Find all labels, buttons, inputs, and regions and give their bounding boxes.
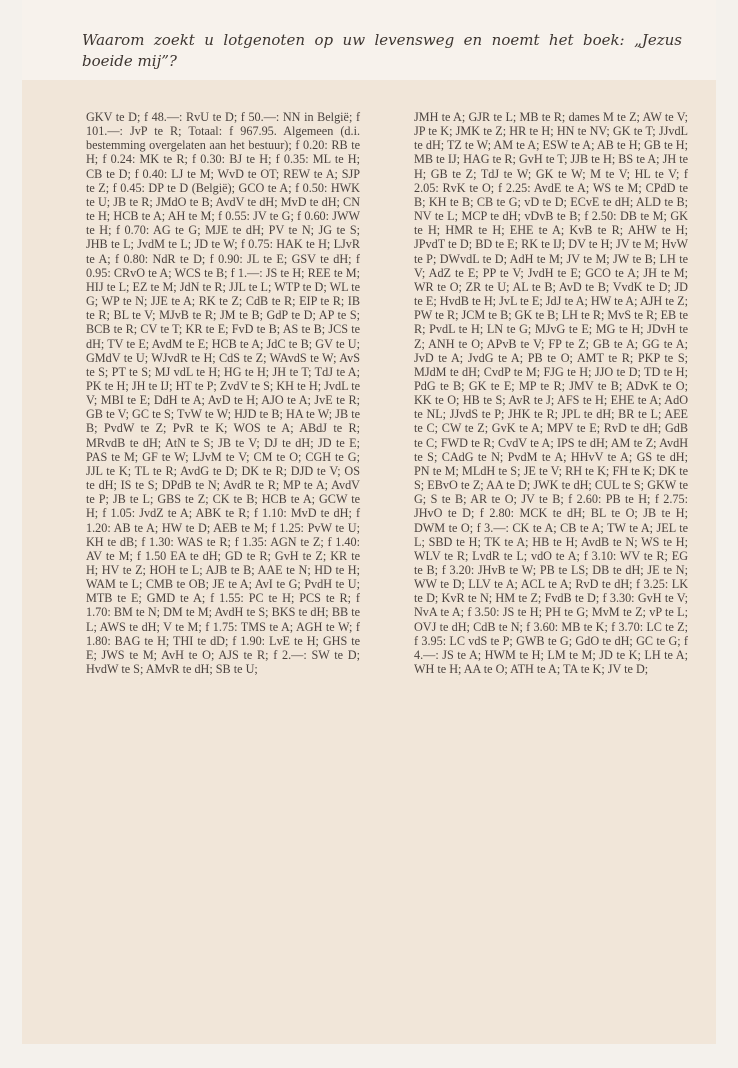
column-text-right: JMH te A; GJR te L; MB te R; dames M te Z; AW te V; JP te K; JMK te Z; HR te H; HN te NV; GK te T; JJvdL te dH; TZ te W; AM te A; ESW te A; AB te H; GB te H; MB te IJ; HAG te R; GvH te T; JJB te H; BS te A; JH te H; GB te Z; TdJ te W; GK te W; M te V; HL te V; f 2.05: RvK te O; f 2.25: AvdE te A; WS te M; CPdD te B; KH te B; CB te G; vD te D; ECvE te dH; ALD te B; NV te L; MCP te dH; vDvB te B; f 2.50: DB te M; GK te H; HMR te H; EHE te A; KvB te R; AHW te H; JPvdT te D; BD te E; RK te IJ; DV te H; JV te M; HvW te P; DWvdL te D; AdH te M; JV te M; JW te B; LH te V; AdZ te E; PP te V; JvdH te E; GCO te A; JH te M; WR te O; ZR te U; AL te B; AvD te B; VvdK te D; JD te E; HvdB te H; JvL te E; JdJ te A; HW te A; AJH te Z; PW te R; JCM te B; GK te B; LH te R; MvS te R; EB te R; PvdL te H; LN te G; MJvG te E; MG te H; JDvH te Z; ANH te O; APvB te V; FP te Z; GB te A; GG te A; JvD te A; JvdG te A; PB te O; AMT te R; PKP te S; MJdM te dH; CvdP te M; FJG te H; JJO te D; TD te H; PdG te B; GK te E; MP te R; JMV te B; ADvK te O; KK te O; HB te S; AvR te J; AFS te H; EHE te A; AdO te NL; JJvdS te P; JHK te R; JPL te dH; BR te L; AEE te C; CW te Z; GvK te A; MPV te E; RvD te dH; GdB te C; FWD te R; CvdV te A; IPS te dH; AM te Z; AvdH te S; CAdG te N; PvdM te A; HHvV te A; GS te dH; PN te M; MLdH te S; JE te V; RH te K; FH te K; DK te S; EBvO te Z; AA te D; JWK te dH; CUL te S; GKW te G; S te B; AR te O; JV te B; f 2.60: PB te H; f 2.75: JHvO te D; f 2.80: MCK te dH; BL te O; JB te H; DWM te O; f 3.—: CK te A; CB te A; TW te A; JEL te L; SBD te H; TK te A; HB te H; AvdB te N; WS te H; WLV te R; LvdR te L; vdO te A; f 3.10: WV te R; EG te B; f 3.20: JHvB te W; PB te LS; DB te dH; JE te N; WW te D; LLV te A; ACL te A; RvD te dH; f 3.25: LK te D; KvR te N; HM te Z; FvdB te D; f 3.30: GvH te V; NvA te A; f 3.50: JS te H; PH te G; MvM te Z; vP te L; OVJ te dH; CdB te N; f 3.60: MB te K; f 3.70: LC te Z; f 3.95: LC vdS te P; GWB te G; GdO te dH; GC te G; f 4.—: JS te A; HWM te H; LM te M; JD te K; LH te A; WH te H; AA te O; ATH te A; TA te K; JV te D; — [414, 110, 688, 677]
column-text-left: GKV te D; f 48.—: RvU te D; f 50.—: NN in België; f 101.—: JvP te R; Totaal: f 967.95. Algemeen (d.i. bestemming overgelaten aan het bestuur); f 0.20: RB te H; f 0.24: MK te R; f 0.30: BJ te H; f 0.35: ML te H; CB te D; f 0.40: LJ te M; WvD te OT; REW te A; SJP te Z; f 0.45: DP te D (België); GCO te A; f 0.50: HWK te U; JB te R; JMdO te B; AvdV te dH; MvD te dH; CN te H; HCB te A; AH te M; f 0.55: JV te G; f 0.60: JWW te H; f 0.70: AG te G; MJE te dH; PV te N; JG te S; JHB te L; JvdM te L; JD te W; f 0.75: HAK te H; LJvR te A; f 0.80: NdR te D; f 0.90: JL te E; GSV te dH; f 0.95: CRvO te A; WCS te B; f 1.—: JS te H; REE te M; HIJ te L; EZ te M; JdN te R; JJL te L; WTP te D; WL te G; WP te N; JJE te A; RK te Z; CdB te R; EIP te R; IB te R; BL te V; MJvB te R; JM te B; GdP te D; AP te S; BCB te R; CV te T; KR te E; FvD te B; AS te B; JCS te dH; TV te E; AvdM te E; HCB te A; JdC te B; GV te U; GMdV te U; WJvdR te H; CdS te Z; WAvdS te W; AvS te S; PT te S; MJ vdL te H; HG te H; JH te T; TdJ te A; PK te H; JH te IJ; HT te P; ZvdV te S; KH te H; JvdL te V; MBI te E; DdH te A; AvD te H; AJO te A; JvE te R; GB te V; GC te S; TvW te W; HJD te B; HA te W; JB te B; PvdW te Z; PvR te K; WOS te A; ABdJ te R; MRvdB te dH; AtN te S; JB te V; DJ te dH; JD te E; PAS te M; GF te W; LJvM te V; CM te O; CGH te G; JJL te K; TL te R; AvdG te D; DK te R; DJD te V; OS te dH; IS te S; DPdB te N; AvdR te R; MP te A; AvdV te P; JB te L; GBS te Z; CK te B; HCB te A; GCW te H; f 1.05: JvdZ te A; ABK te R; f 1.10: MvD te dH; f 1.20: AB te A; HW te D; AEB te M; f 1.25: PvW te U; KH te dB; f 1.30: WAS te R; f 1.35: AGN te Z; f 1.40: AV te M; f 1.50 EA te dH; GD te R; GvH te Z; KR te H; HV te Z; HOH te L; AJB te B; AAE te N; HD te H; WAM te L; CMB te OB; JE te A; AvI te G; PvdH te U; MTB te E; GMD te A; f 1.55: PC te H; PCS te R; f 1.70: BM te N; DM te M; AvdH te S; BKS te dH; BB te L; AWS te dH; V te M; f 1.75: TMS te A; AGH te W; f 1.80: BAG te H; THI te dD; f 1.90: LvE te H; GHS te E; JWS te M; AvH te O; AJS te R; f 2.—: SW te D; HvdW te S; AMvR te dH; SB te U; — [86, 110, 360, 677]
page-heading: Waarom zoekt u lotgenoten op uw levensweg en noemt het boek: „Jezus boeide mij”? — [82, 31, 682, 70]
footer-band — [22, 1044, 716, 1068]
page — [22, 0, 716, 1068]
donor-list-column-right — [414, 110, 688, 676]
donor-list-column-left — [86, 110, 360, 676]
